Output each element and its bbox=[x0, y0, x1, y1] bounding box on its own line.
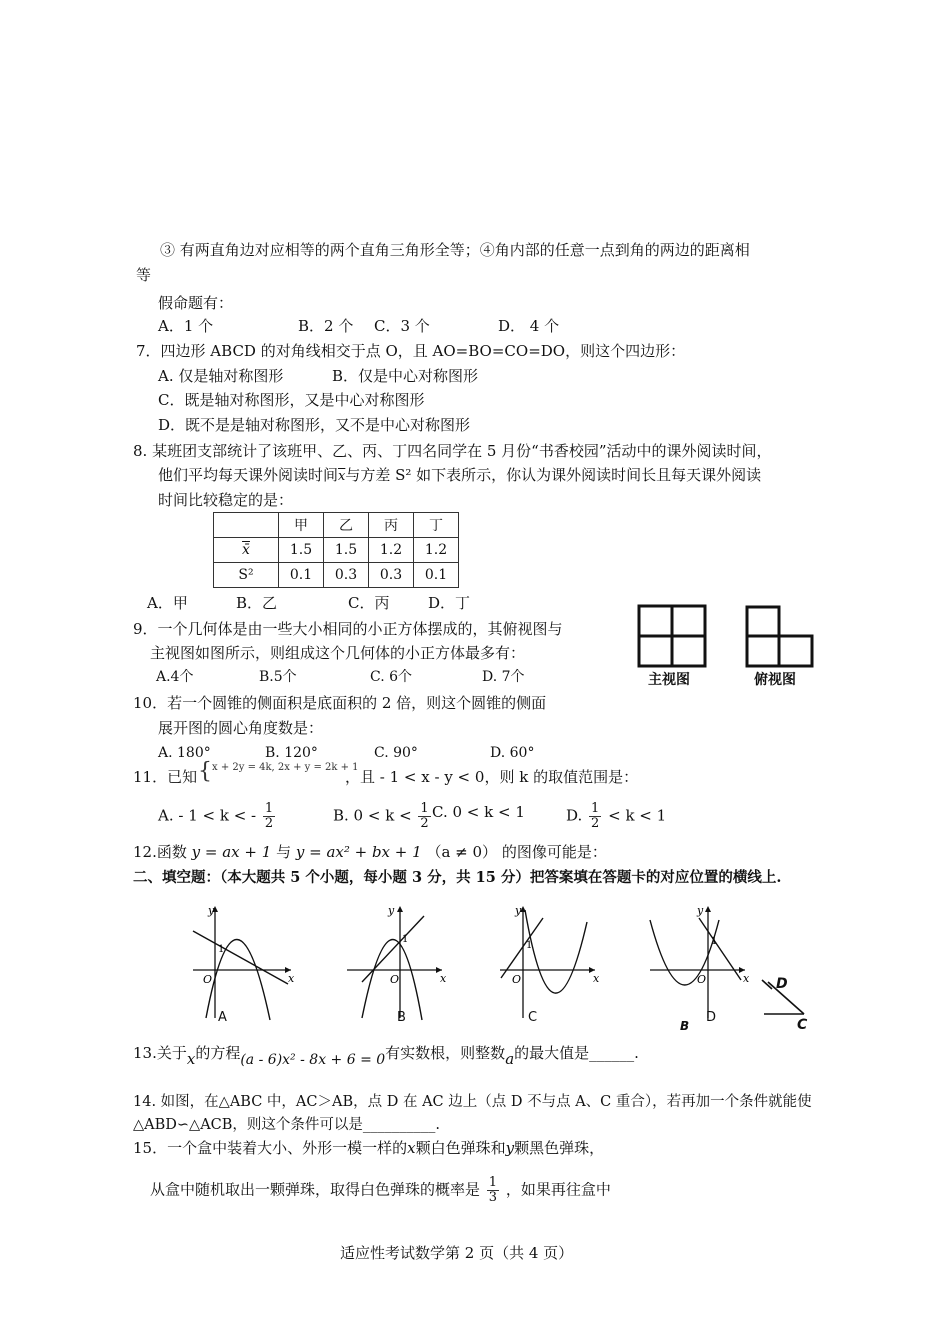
fraction-denominator: 2 bbox=[591, 816, 600, 831]
q7-option-b: B．仅是中心对称图形 bbox=[332, 367, 479, 385]
q11-lead: 11．已知 bbox=[133, 768, 198, 786]
q7-stem: 7．四边形 ABCD 的对角线相交于点 O，且 AO=BO=CO=DO，则这个四边形： bbox=[136, 342, 686, 360]
axis-y-label: y bbox=[388, 904, 395, 917]
graph-a-label: A bbox=[218, 1010, 227, 1025]
triangle-point-b: B bbox=[680, 1019, 690, 1033]
table-header-cell: 丁 bbox=[414, 513, 459, 538]
q14-line2: △ABD∽△ACB，则这个条件可以是__________. bbox=[133, 1117, 441, 1133]
graph-b bbox=[342, 900, 452, 1025]
q13-var-x: x bbox=[186, 1050, 196, 1068]
table-row-label: S² bbox=[214, 563, 279, 588]
q15-line2b: ，如果再往盒中 bbox=[505, 1180, 611, 1199]
q11-option-a bbox=[158, 802, 277, 831]
axis-x-label: x bbox=[593, 972, 600, 985]
section-2-heading: 二、填空题：（本大题共 5 个小题，每小题 3 分，共 15 分）把答案填在答题卡的对应位置的横线上. bbox=[133, 869, 782, 886]
intercept-label: 1 bbox=[526, 940, 533, 951]
q7-option-a: A. 仅是轴对称图形 bbox=[158, 367, 284, 385]
q7-option-d: D．既不是是轴对称图形，又不是中心对称图形 bbox=[158, 416, 471, 434]
q12-condition: （a ≠ 0） bbox=[426, 843, 498, 861]
q8-line1: 8. 某班团支部统计了该班甲、乙、丙、丁四名同学在 5 月份“书香校园”活动中的课外阅读时间， bbox=[133, 442, 772, 460]
q13-var-a: a bbox=[505, 1050, 515, 1068]
top-view-figure bbox=[745, 605, 815, 669]
front-view-label: 主视图 bbox=[648, 672, 690, 688]
triangle-point-d: D bbox=[776, 976, 788, 992]
q13-equation: (a - 6)x² - 8x + 6 = 0 bbox=[240, 1052, 386, 1068]
q6-option-c: C．3 个 bbox=[374, 317, 430, 335]
q13-pre: 13.关于 bbox=[133, 1044, 187, 1062]
table-row bbox=[214, 563, 459, 588]
axis-y-label: y bbox=[697, 904, 704, 917]
fraction-denominator: 3 bbox=[488, 1190, 498, 1205]
fraction-numerator: 1 bbox=[264, 801, 274, 816]
axis-x-label: x bbox=[288, 972, 295, 985]
q6-option-a: A．1 个 bbox=[158, 317, 214, 335]
q9-option-a: A.4个 bbox=[156, 669, 194, 685]
table-cell: 1.2 bbox=[369, 538, 414, 563]
q12-function-2: y = ax² + bx + 1 bbox=[295, 843, 422, 861]
q13-line bbox=[133, 1043, 639, 1068]
q9-line2: 主视图如图所示，则组成这个几何体的小正方体最多有： bbox=[150, 644, 526, 662]
q11-option-c: C. 0 < k < 1 bbox=[432, 803, 525, 821]
q15-line2 bbox=[150, 1176, 611, 1205]
top-view-label: 俯视图 bbox=[754, 672, 796, 688]
reading-time-table bbox=[213, 512, 459, 588]
table-header-cell: 甲 bbox=[279, 513, 324, 538]
q15-var-x: x bbox=[407, 1139, 416, 1157]
q11-option-a-text: A. - 1 < k < - bbox=[158, 806, 257, 825]
graph-a bbox=[188, 900, 298, 1025]
q7-option-c: C．既是轴对称图形，又是中心对称图形 bbox=[158, 391, 425, 409]
x-bar-symbol: $\overline{x}$ bbox=[338, 469, 346, 484]
q10-option-c: C. 90° bbox=[374, 745, 418, 761]
triangle-point-c: C bbox=[797, 1017, 808, 1033]
axis-y-label: y bbox=[515, 904, 522, 917]
q6-line1: ③ 有两直角边对应相等的两个直角三角形全等；④角内部的任意一点到角的两边的距离相 bbox=[160, 241, 750, 259]
q12-stem bbox=[133, 842, 607, 862]
q8-line2-a: 他们平均每天课外阅读时间 bbox=[158, 466, 339, 484]
q10-line2: 展开图的圆心角度数是： bbox=[158, 719, 324, 737]
intercept-label: 1 bbox=[402, 934, 409, 945]
fraction bbox=[487, 1176, 499, 1205]
q11-system-text: x + 2y = 4k, 2x + y = 2k + 1 bbox=[212, 762, 359, 773]
axis-y-label: y bbox=[208, 904, 215, 917]
origin-label: O bbox=[390, 973, 400, 986]
q10-option-d: D. 60° bbox=[490, 745, 535, 761]
q8-line3: 时间比较稳定的是： bbox=[158, 491, 294, 509]
q8-option-a: A．甲 bbox=[147, 594, 188, 612]
q15-line1 bbox=[133, 1138, 604, 1158]
origin-label: O bbox=[203, 973, 213, 986]
q13-post1: 有实数根，则整数 bbox=[385, 1044, 506, 1062]
q11-option-b-text: B. 0 < k < bbox=[333, 806, 412, 825]
graph-d-label: D bbox=[706, 1010, 717, 1025]
graph-c-label: C bbox=[528, 1010, 538, 1025]
q9-option-d: D. 7个 bbox=[482, 669, 525, 685]
q11-option-d bbox=[566, 802, 666, 831]
q10-line1: 10．若一个圆锥的侧面积是底面积的 2 倍，则这个圆锥的侧面 bbox=[133, 694, 547, 712]
axis-x-label: x bbox=[743, 972, 750, 985]
triangle-figure bbox=[676, 968, 816, 1038]
fraction-numerator: 1 bbox=[420, 801, 429, 816]
table-cell: 1.5 bbox=[324, 538, 369, 563]
q6-prompt: 假命题有： bbox=[158, 294, 234, 312]
q10-option-b: B. 120° bbox=[265, 745, 318, 761]
origin-label: O bbox=[697, 973, 707, 986]
q15-line1c: 颗黑色弹珠， bbox=[514, 1139, 605, 1157]
table-cell: 0.3 bbox=[324, 563, 369, 588]
fraction bbox=[263, 802, 275, 831]
q6-option-d: D． 4 个 bbox=[498, 317, 560, 335]
fraction-numerator: 1 bbox=[591, 801, 600, 816]
q11-option-b bbox=[333, 802, 433, 831]
origin-label: O bbox=[512, 973, 522, 986]
q15-line1a: 15．一个盒中装着大小、外形一模一样的 bbox=[133, 1139, 408, 1157]
q13-post2: 的最大值是______. bbox=[514, 1044, 639, 1062]
table-cell: 0.3 bbox=[369, 563, 414, 588]
q8-line2-b: 与方差 S² 如下表所示，你认为课外阅读时间长且每天课外阅读 bbox=[345, 466, 762, 484]
table-row-label: x̄ bbox=[214, 538, 279, 563]
q12-stem-b: 与 bbox=[276, 843, 292, 861]
brace-icon: { bbox=[198, 759, 212, 784]
q12-function-1: y = ax + 1 bbox=[191, 843, 272, 861]
axis-x-label: x bbox=[440, 972, 447, 985]
q11-equation-system bbox=[198, 759, 359, 784]
graph-c bbox=[495, 900, 605, 1025]
table-cell: 1.5 bbox=[279, 538, 324, 563]
q8-option-b: B．乙 bbox=[236, 594, 278, 612]
fraction-denominator: 2 bbox=[264, 816, 274, 831]
q11-option-d-prefix: D. bbox=[566, 806, 583, 825]
fraction bbox=[589, 802, 601, 831]
q9-option-c: C. 6个 bbox=[370, 669, 413, 685]
q8-option-d: D．丁 bbox=[428, 594, 471, 612]
table-cell: 0.1 bbox=[414, 563, 459, 588]
table-header-cell bbox=[214, 513, 279, 538]
q11-condition: ，且 - 1 < x - y < 0，则 k 的取值范围是： bbox=[345, 768, 639, 786]
table-row bbox=[214, 538, 459, 563]
q6-line2: 等 bbox=[136, 266, 152, 284]
table-cell: 1.2 bbox=[414, 538, 459, 563]
intercept-label: 1 bbox=[218, 944, 225, 955]
page-footer: 适应性考试数学第 2 页（共 4 页） bbox=[340, 1244, 574, 1262]
q12-stem-a: 12.函数 bbox=[133, 843, 187, 861]
q9-line1: 9．一个几何体是由一些大小相同的小正方体摆成的，其俯视图与 bbox=[133, 620, 563, 638]
table-cell: 0.1 bbox=[279, 563, 324, 588]
q13-mid: 的方程 bbox=[195, 1044, 241, 1062]
front-view-figure bbox=[638, 605, 708, 669]
table-header-row bbox=[214, 513, 459, 538]
q15-line2a: 从盒中随机取出一颗弹珠，取得白色弹珠的概率是 bbox=[150, 1180, 481, 1199]
q11-option-d-text: < k < 1 bbox=[608, 806, 667, 825]
q14-line1: 14. 如图，在△ABC 中，AC＞AB，点 D 在 AC 边上（点 D 不与点 A、C 重合），若再加一个条件就能使 bbox=[133, 1094, 812, 1110]
fraction-denominator: 2 bbox=[420, 816, 429, 831]
q15-line1b: 颗白色弹珠和 bbox=[415, 1139, 506, 1157]
q15-var-y: y bbox=[505, 1139, 515, 1157]
table-header-cell: 丙 bbox=[369, 513, 414, 538]
q8-line2 bbox=[158, 465, 761, 487]
q12-stem-c: 的图像可能是： bbox=[501, 843, 607, 861]
q8-option-c: C．丙 bbox=[348, 594, 390, 612]
q6-option-b: B．2 个 bbox=[298, 317, 354, 335]
q10-option-a: A. 180° bbox=[158, 745, 211, 761]
table-header-cell: 乙 bbox=[324, 513, 369, 538]
graph-b-label: B bbox=[397, 1010, 406, 1025]
q9-option-b: B.5个 bbox=[259, 669, 297, 685]
fraction-numerator: 1 bbox=[488, 1175, 498, 1190]
intercept-label: 1 bbox=[711, 936, 718, 947]
fraction bbox=[418, 802, 430, 831]
